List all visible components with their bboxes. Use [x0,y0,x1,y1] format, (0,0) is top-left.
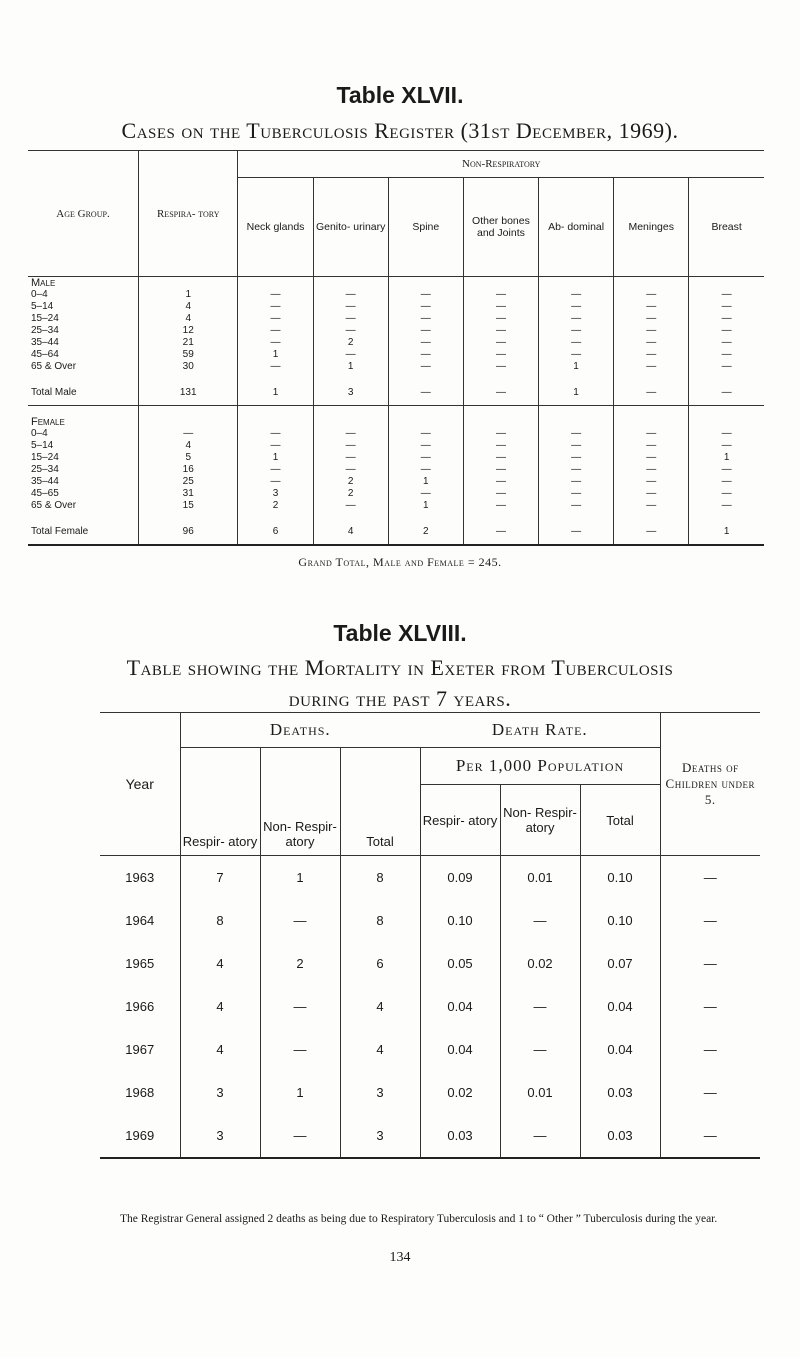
table-cell: — [689,313,764,325]
row-label: Total Male [31,387,77,398]
year-cell: 1964 [125,913,155,928]
table-cell: — [463,301,538,313]
table-cell: — [463,464,538,476]
table-cell: 0.04 [420,985,500,1028]
table-cell: — [660,899,760,942]
table-cell: 5 [139,452,238,464]
year-cell: 1963 [125,870,155,885]
table-cell: — [238,289,313,301]
spacer-row [28,512,764,520]
table-cell: 0.01 [500,856,580,900]
table-row [100,1114,760,1158]
table-row [100,856,760,900]
table-cell: 0.10 [580,856,660,900]
table-cell: — [539,440,614,452]
table-cell: — [463,325,538,337]
table-cell: — [539,428,614,440]
table-cell: — [660,1114,760,1158]
female-row [28,452,764,464]
table-cell: — [313,313,388,325]
table-cell: 31 [139,488,238,500]
row-label: 65 & Over [31,500,77,511]
table-cell: 0.04 [580,985,660,1028]
male-row [28,289,764,301]
table-cell: 1 [238,349,313,361]
table-cell: 2 [313,488,388,500]
row-label: 35–44 [31,337,59,348]
row-label: 15–24 [31,452,59,463]
table-cell: 4 [340,1028,420,1071]
table-cell: 0.09 [420,856,500,900]
table-cell: 1 [388,500,463,512]
year-cell: 1969 [125,1128,155,1143]
table-cell: — [388,440,463,452]
col-group-per-1000: Per 1,000 Population [420,748,660,785]
female-row [28,500,764,512]
row-label: 15–24 [31,313,59,324]
col-meninges: Meninges [614,178,689,277]
year-cell: 1965 [125,956,155,971]
table-cell: — [660,856,760,900]
table-cell: — [139,428,238,440]
table-cell: — [689,440,764,452]
grand-total: Grand Total, Male and Female = 245. [298,555,502,569]
col-rate-resp: Respir- atory [420,785,500,856]
col-genito-urinary: Genito- urinary [313,178,388,277]
table-cell: 6 [340,942,420,985]
table-cell: — [614,428,689,440]
table-cell: — [238,337,313,349]
table-cell: 4 [313,520,388,545]
col-group-death-rate: Death Rate. [491,720,588,739]
table-cell: — [313,325,388,337]
table-cell: — [689,289,764,301]
female-section-row [28,406,764,429]
table-cell: — [313,428,388,440]
col-rate-total: Total [580,785,660,856]
table-cell: — [689,500,764,512]
table-cell: — [260,1114,340,1158]
table-cell: 2 [388,520,463,545]
table-cell: — [539,488,614,500]
table-cell: — [463,337,538,349]
table-cell: — [689,361,764,373]
table-cell: — [313,349,388,361]
table-cell: 1 [260,1071,340,1114]
row-label: 25–34 [31,325,59,336]
page-number: 134 [389,1250,411,1265]
table-cell: — [463,313,538,325]
table-cell: — [313,301,388,313]
table-cell: 0.02 [500,942,580,985]
table-cell: — [614,464,689,476]
table-cell: — [238,428,313,440]
table-cell: — [260,899,340,942]
table-cell: 1 [139,289,238,301]
table-cell: 3 [340,1114,420,1158]
table-cell: — [388,301,463,313]
table-cell: — [614,500,689,512]
table-cell: — [388,381,463,406]
table-cell: 3 [238,488,313,500]
table-cell: — [614,337,689,349]
table-cell: — [689,488,764,500]
table-cell: — [539,337,614,349]
table-cell: — [539,464,614,476]
table-cell: — [660,985,760,1028]
table-cell: — [313,440,388,452]
female-row [28,464,764,476]
table-cell: — [689,381,764,406]
table-cell: — [689,349,764,361]
male-row [28,349,764,361]
table-cell: — [539,313,614,325]
table-cell: 3 [313,381,388,406]
table-cell: — [260,985,340,1028]
table-cell: 4 [340,985,420,1028]
table-cell: 30 [139,361,238,373]
male-row [28,337,764,349]
table-cell: 2 [238,500,313,512]
col-year: Year [125,776,154,792]
table-cell: — [689,337,764,349]
table-cell: — [614,289,689,301]
table-row [100,1028,760,1071]
female-row [28,440,764,452]
table-cell: 2 [260,942,340,985]
table-cell: 3 [340,1071,420,1114]
table-cell: — [660,1071,760,1114]
table-cell: — [388,428,463,440]
col-deaths-total: Total [340,748,420,856]
table-cell: — [500,1028,580,1071]
col-deaths-children: Deaths of Children under 5. [660,713,760,856]
table-cell: 1 [539,361,614,373]
row-label: 45–65 [31,488,59,499]
table1-title: Table XLVII. [336,82,464,108]
spacer-row [28,373,764,381]
male-row [28,325,764,337]
table-cell: 1 [539,381,614,406]
male-total-row [28,381,764,406]
row-label: 35–44 [31,476,59,487]
table-cell: — [313,452,388,464]
col-breast: Breast [689,178,764,277]
table-cell: — [463,500,538,512]
table-cell: — [500,899,580,942]
table-cell: 131 [139,381,238,406]
female-row [28,476,764,488]
table-cell: — [463,520,538,545]
table-cell: 12 [139,325,238,337]
table2-body [100,856,760,1159]
table-cell: 15 [139,500,238,512]
table-cell: — [614,452,689,464]
table-cell: — [689,476,764,488]
table-cell: — [388,488,463,500]
table-cell: 1 [689,520,764,545]
table-cell: — [539,476,614,488]
table-cell: — [238,476,313,488]
year-cell: 1967 [125,1042,155,1057]
table1-subtitle: Cases on the Tuberculosis Register (31st December, 1969). [121,118,679,143]
table-cell: — [238,301,313,313]
table-cell: 1 [388,476,463,488]
row-label: 5–14 [31,440,54,451]
table1-body [28,277,764,546]
table-cell: 4 [180,985,260,1028]
male-row [28,361,764,373]
table-cell: — [463,488,538,500]
table-cell: 4 [180,1028,260,1071]
table-cell: — [539,289,614,301]
table-cell: 0.01 [500,1071,580,1114]
table-cell: 1 [689,452,764,464]
table-cell: 59 [139,349,238,361]
male-row [28,301,764,313]
table-cell: 7 [180,856,260,900]
table-cell: 1 [238,452,313,464]
table2 [100,712,760,1159]
table-cell: 2 [313,337,388,349]
col-group-non-respiratory: Non-Respiratory [238,151,764,178]
table-cell: — [539,500,614,512]
table-row [100,942,760,985]
col-neck-glands: Neck glands [238,178,313,277]
table-cell: — [539,452,614,464]
table-cell: — [238,313,313,325]
col-respiratory: Respira- tory [139,151,238,277]
table-cell: 25 [139,476,238,488]
row-label: 5–14 [31,301,54,312]
row-label: 0–4 [31,428,48,439]
table-cell: — [614,349,689,361]
col-other-bones: Other bones and Joints [463,178,538,277]
table-cell: — [463,349,538,361]
table-cell: — [463,289,538,301]
table-cell: — [238,361,313,373]
table-cell: — [614,301,689,313]
row-label: 65 & Over [31,361,77,372]
table-cell: 0.04 [580,1028,660,1071]
table-cell: — [388,325,463,337]
table-cell: 0.05 [420,942,500,985]
female-section-label: Female [31,416,65,428]
col-group-deaths: Deaths. [180,713,420,748]
table-cell: — [238,464,313,476]
table-cell: — [660,1028,760,1071]
table-cell: 8 [340,856,420,900]
table-cell: 1 [238,381,313,406]
table-cell: 0.03 [580,1071,660,1114]
table-cell: — [388,361,463,373]
table-row [100,1071,760,1114]
male-row [28,313,764,325]
table-cell: — [388,452,463,464]
table-cell: — [689,325,764,337]
table-cell: — [539,349,614,361]
table-cell: — [614,520,689,545]
table-cell: — [614,381,689,406]
table-cell: — [689,464,764,476]
table-cell: — [614,361,689,373]
table-cell: — [388,313,463,325]
table-cell: — [388,289,463,301]
table-cell: — [614,440,689,452]
col-age-group: Age Group. [56,207,110,220]
male-section-label: Male [31,277,56,289]
table-cell: — [614,313,689,325]
table-cell: — [614,325,689,337]
table-cell: 0.10 [580,899,660,942]
female-total-row [28,520,764,545]
table-cell: 4 [139,440,238,452]
table2-title: Table XLVIII. [333,620,467,646]
table-cell: 3 [180,1071,260,1114]
table-cell: 2 [313,476,388,488]
table-cell: 0.03 [580,1114,660,1158]
col-abdominal: Ab- dominal [539,178,614,277]
table-cell: — [388,464,463,476]
table-cell: 96 [139,520,238,545]
table-cell: 1 [313,361,388,373]
table-cell: 6 [238,520,313,545]
footnote: The Registrar General assigned 2 deaths as being due to Respiratory Tuberculosis and 1 to “ Other ” Tuberculosis during the year. [120,1213,718,1225]
table-row [100,899,760,942]
table-cell: — [313,289,388,301]
table-cell: 0.10 [420,899,500,942]
table-cell: 4 [139,301,238,313]
table-cell: — [539,325,614,337]
table-cell: — [539,301,614,313]
table-cell: 21 [139,337,238,349]
year-cell: 1968 [125,1085,155,1100]
table-cell: 16 [139,464,238,476]
row-label: 45–64 [31,349,59,360]
table-cell: 0.04 [420,1028,500,1071]
table-cell: — [614,488,689,500]
table-cell: — [614,476,689,488]
table-cell: — [660,942,760,985]
female-row [28,428,764,440]
table-cell: — [463,476,538,488]
table-cell: — [238,325,313,337]
table-cell: — [689,301,764,313]
table-cell: 0.03 [420,1114,500,1158]
row-label: 0–4 [31,289,48,300]
table-cell: 0.02 [420,1071,500,1114]
table-cell: — [463,381,538,406]
col-deaths-nonresp: Non- Respir- atory [260,748,340,856]
table-cell: 8 [180,899,260,942]
col-spine: Spine [388,178,463,277]
col-deaths-resp: Respir- atory [180,748,260,856]
year-cell: 1966 [125,999,155,1014]
table-cell: — [463,428,538,440]
table-cell: 3 [180,1114,260,1158]
table-cell: — [260,1028,340,1071]
row-label: Total Female [31,526,89,537]
table-cell: — [463,440,538,452]
table-cell: — [500,985,580,1028]
table-cell: 0.07 [580,942,660,985]
table-cell: — [388,337,463,349]
table-cell: — [463,361,538,373]
table-cell: 8 [340,899,420,942]
table-row [100,985,760,1028]
table2-subtitle: Table showing the Mortality in Exeter from Tuberculosis [126,655,674,680]
table-cell: — [689,428,764,440]
table-cell: 1 [260,856,340,900]
table-cell: — [500,1114,580,1158]
table-cell: 4 [180,942,260,985]
table-cell: — [238,440,313,452]
table-cell: 4 [139,313,238,325]
table-cell: — [463,452,538,464]
table-cell: — [539,520,614,545]
table1 [28,150,764,546]
female-row [28,488,764,500]
table-cell: — [313,464,388,476]
table-cell: — [388,349,463,361]
table2-subtitle2: during the past 7 years. [288,686,512,711]
row-label: 25–34 [31,464,59,475]
table-cell: — [313,500,388,512]
col-rate-nonresp: Non- Respir- atory [500,785,580,856]
